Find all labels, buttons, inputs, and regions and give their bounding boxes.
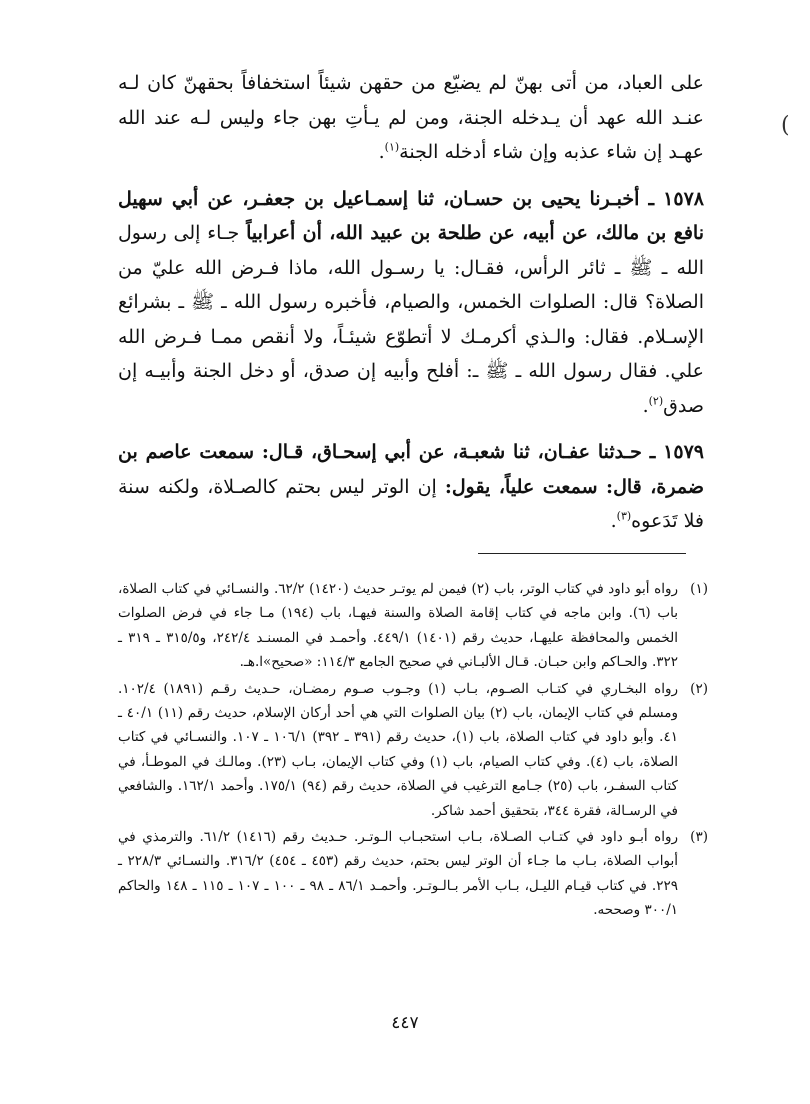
main-text <box>118 66 704 539</box>
footnote-number: (٣) <box>690 829 708 846</box>
footnote-divider <box>478 553 686 554</box>
hadith-1579 <box>118 435 704 539</box>
hadith-1579-chain: ١٥٧٩ ـ حـدثنا عفـان، ثنا شعبـة، عن أبي إسحـاق، قـال: سمعت عاصم بن ضمرة، قال: سمعت علياً، يقول: <box>118 441 704 498</box>
end-dot: . <box>642 394 649 417</box>
footnote-text: رواه البخـاري في كتـاب الصـوم، بـاب (١) وجـوب صـوم رمضـان، حـديث رقـم (١٨٩١) ١٠٢/٤. ومسلم في كتاب الإيمان، باب (٢) بيان الصلوات التي هي أحد أركان الإسلام، حديث رقم (١١) ٤٠/١ ـ ٤١. وأبو داود في كتاب الصلاة، باب (١)، حديث رقم (٣٩١ ـ ٣٩٢) ١٠٦/١ ـ ١٠٧. والنسـائي في كتاب الصلاة، باب (٤). وفي كتاب الصيام، باب (١) وفي كتاب الإيمان، بـاب (٢٣). ومالـك في الموطـأ، في كتاب السفـر، باب (٢٥) جـامع الترغيب في الصلاة، حديث رقم (٩٤) ١٧٥/١. وأحمد ١٦٢/١. والشافعي في الرسـالة، فقرة ٣٤٤، بتحقيق أحمد شاكر. <box>118 680 679 819</box>
hadith-1579-text: إن الوتر ليس بحتم كالصـلاة، ولكنه سنة فلا تَدَعوه <box>118 475 704 532</box>
footnote-text: رواه أبـو داود في كتـاب الصـلاة، بـاب استحبـاب الـوتـر. حـديث رقم (١٤١٦) ٦١/٢. والترمذي في أبواب الصلاة، بـاب ما جـاء أن الوتر ليس بحتم، حديث رقم (٤٥٣ ـ ٤٥٤) ٣١٦/٢. والنسـائي ٢٢٨/٣ ـ ٢٢٩. في كتاب قيـام الليـل، بـاب الأمر بـالـوتـر. وأحمـد ٨٦/١ ـ ٩٨ ـ ١٠٠ ـ ١٠٧ ـ ١١٥ ـ ١٤٨ والحاكم ٣٠٠/١ وصححه. <box>118 829 679 919</box>
footnote-number: (١) <box>690 581 708 597</box>
footnote-3 <box>118 825 708 923</box>
footnote-1 <box>118 577 708 675</box>
footnote-text: رواه أبو داود في كتاب الوتر، باب (٢) فيمن لم يوتـر حديث (١٤٢٠) ٦٢/٢. والنسـائي في كتاب الصلاة، باب (٦). وابن ماجه في كتاب إقامة الصلاة والسنة فيهـا، باب (١٩٤) مـا جاء في فرض الصلوات الخمس والمحافظة عليهـا، حديث رقم (١٤٠١) ٤٤٩/١. وأحمـد في المسنـد ٢٤٢/٤، و٣١٥/٥ ـ ٣١٩ ـ ٣٢٢. والحـاكم وابن حبـان. قـال الألبـاني في صحيح الجامع ١١٤/٣: «صحيح»ا.هـ. <box>118 581 679 671</box>
paragraph-continuation <box>118 66 704 170</box>
paragraph-text: على العباد، من أتى بهنّ لم يضيّع من حقهن شيئاً استخفافاً بحقهنّ كان لـه عنـد الله عهد أن يـدخله الجنة، ومن لم يـأتِ بهن جاء وليس لـه عند الله عهـد إن شاء عذبه وإن شاء أدخله الجنة <box>118 72 704 163</box>
hadith-1578-chain: ١٥٧٨ ـ أخبـرنا يحيى بن حسـان، ثنا إسمـاعيل بن جعفـر، عن أبي سهيل نافع بن مالك، عن أبيه، عن طلحة بن عبيد الله، أن أعرابياً <box>118 187 704 244</box>
hadith-1578 <box>118 182 704 424</box>
hadith-1578-text: جـاء إلى رسول الله ـ ﷺ ـ ثائر الرأس، فقـال: يا رسـول الله، ماذا فـرض الله عليّ من الصلاة؟ قال: الصلوات الخمس، والصيام، فأخبره رسول الله ـ ﷺ ـ بشرائع الإسـلام. فقال: والـذي أكرمـك لا أتطوّع شيئـاً، ولا أنقص ممـا فـرض الله علي. فقال رسول الله ـ ﷺ ـ: أفلح وأبيه إن صدق، أو دخل الجنة وأبيـه إن صدق <box>118 222 704 417</box>
footnote-number: (٢) <box>690 680 708 697</box>
end-dot: . <box>610 510 617 532</box>
margin-bracket-mark: ( <box>781 113 790 138</box>
page-number: ٤٤٧ <box>391 1013 419 1033</box>
footnote-ref-2[interactable]: (٢) <box>648 394 664 408</box>
footnote-ref-1[interactable]: (١) <box>384 140 400 154</box>
footnote-ref-3[interactable]: (٣) <box>616 509 632 523</box>
footnotes <box>118 577 708 925</box>
footnote-2 <box>118 677 708 823</box>
end-dot: . <box>378 141 385 163</box>
